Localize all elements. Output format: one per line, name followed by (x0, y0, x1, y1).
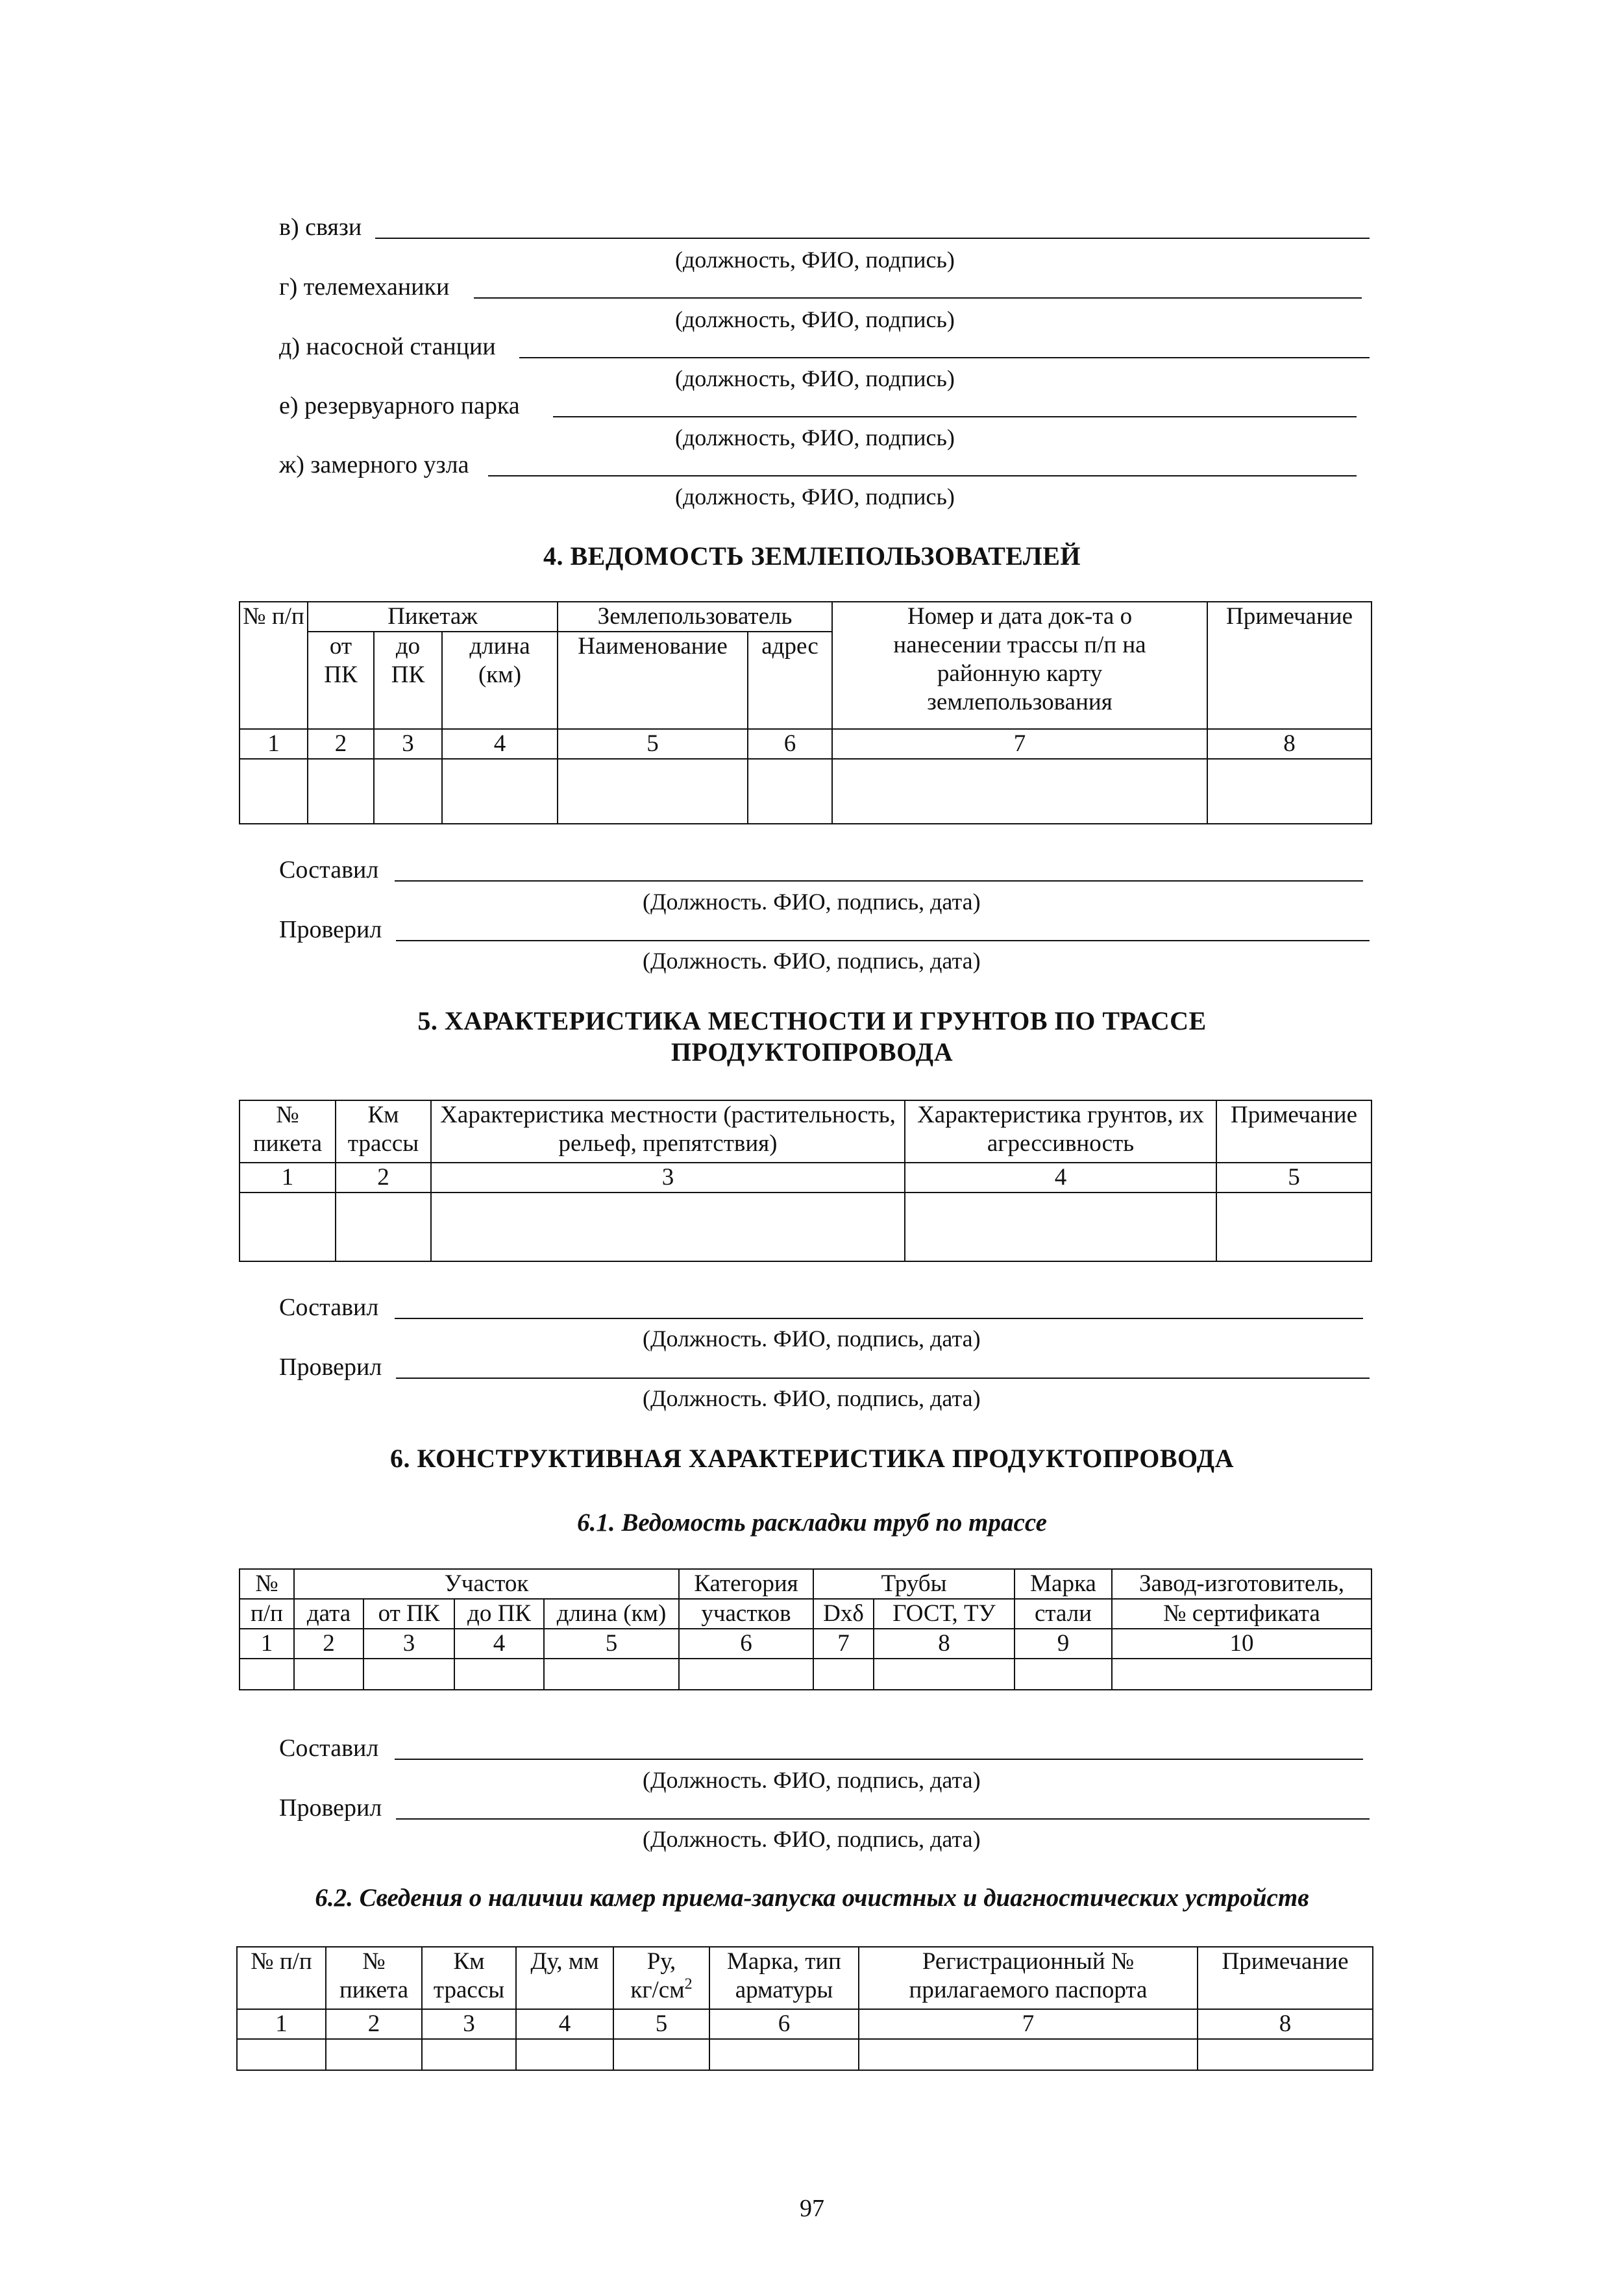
section5-title: 5. ХАРАКТЕРИСТИКА МЕСТНОСТИ И ГРУНТОВ ПО ТРАССЕ (417, 1006, 1207, 1035)
column-number: 6 (679, 1629, 813, 1659)
column-number: 8 (1207, 729, 1372, 759)
table-cell[interactable] (1207, 759, 1372, 824)
table-cell[interactable] (374, 759, 442, 824)
column-number: 7 (832, 729, 1207, 759)
col-header-marka-armatury: Марка, тип арматуры (709, 1947, 859, 2009)
column-number: 3 (422, 2009, 516, 2039)
column-number: 1 (237, 2009, 326, 2039)
table-row (237, 2039, 1373, 2070)
table-cell[interactable] (422, 2039, 516, 2070)
col-header-zavod: Завод-изготовитель, (1112, 1569, 1372, 1599)
table-cell[interactable] (442, 759, 558, 824)
signline-rule[interactable] (553, 416, 1357, 417)
table-cell[interactable] (240, 759, 308, 824)
signline-label: в) связи (279, 214, 362, 241)
table-cell[interactable] (336, 1193, 431, 1261)
signline-proveril (279, 918, 1370, 944)
col-header-piketazh: Пикетаж (308, 602, 558, 632)
table-cell[interactable] (613, 2039, 709, 2070)
col-header-km-trassy: Км трассы (336, 1100, 431, 1163)
table-row (240, 1193, 1372, 1261)
col-header-primechanie: Примечание (1198, 1947, 1373, 2009)
ru-unit-exponent: 2 (684, 1975, 693, 1993)
table-cell[interactable] (874, 1659, 1015, 1690)
col-header-ot-pk: от ПК (363, 1599, 454, 1629)
column-number: 4 (454, 1629, 544, 1659)
col-header-dxd: Dxδ (813, 1599, 874, 1629)
page-number: 97 (800, 2195, 824, 2222)
table-cell[interactable] (240, 1193, 336, 1261)
column-number: 3 (374, 729, 442, 759)
signline-hint: (Должность. ФИО, подпись, дата) (643, 889, 981, 915)
col-header-stali: стали (1015, 1599, 1112, 1629)
section6-2-subtitle: 6.2. Сведения о наличии камер приема-запуска очистных и диагностических устройств (315, 1884, 1309, 1912)
ru-unit (617, 1976, 706, 2005)
column-number-row (240, 729, 1372, 759)
table-cell[interactable] (813, 1659, 874, 1690)
col-header-zemlepolzovatel: Землепользователь (558, 602, 832, 632)
table-cell[interactable] (558, 759, 748, 824)
section4-title: 4. ВЕДОМОСТЬ ЗЕМЛЕПОЛЬЗОВАТЕЛЕЙ (543, 541, 1081, 571)
col-header-dlina: длина (км) (442, 632, 558, 729)
column-number: 5 (544, 1629, 679, 1659)
signline-label: е) резервуарного парка (279, 392, 520, 419)
signline-rule[interactable] (488, 475, 1357, 476)
signline-hint: (Должность. ФИО, подпись, дата) (643, 1767, 981, 1793)
signline-rule[interactable] (395, 880, 1363, 882)
signline-sostavil (279, 1737, 1363, 1762)
signline-proveril (279, 1355, 1370, 1381)
table-cell[interactable] (544, 1659, 679, 1690)
col-header-do-pk: до ПК (374, 632, 442, 729)
table-cell[interactable] (1216, 1193, 1372, 1261)
col-header-no-pp: п/п (240, 1599, 294, 1629)
signline-hint: (Должность. ФИО, подпись, дата) (643, 1326, 981, 1352)
signline-hint: (Должность. ФИО, подпись, дата) (643, 1385, 981, 1411)
signline-sostavil (279, 1296, 1363, 1322)
table-cell[interactable] (709, 2039, 859, 2070)
col-header-marka: Марка (1015, 1569, 1112, 1599)
col-header-uchastkov: участков (679, 1599, 813, 1629)
table-cell[interactable] (308, 759, 374, 824)
col-header-du: Ду, мм (516, 1947, 613, 2009)
column-number: 10 (1112, 1629, 1372, 1659)
section6-1-subtitle: 6.1. Ведомость раскладки труб по трассе (577, 1509, 1047, 1537)
column-number-row (240, 1629, 1372, 1659)
column-number: 7 (813, 1629, 874, 1659)
col-header-do-pk: до ПК (454, 1599, 544, 1629)
col-header-registratsionny-nomer: Регистрационный № прилагаемого паспорта (859, 1947, 1198, 2009)
table-cell[interactable] (454, 1659, 544, 1690)
signline-label: Проверил (279, 1794, 382, 1822)
col-header-no-piketa: № пикета (240, 1100, 336, 1163)
signline-hint: (Должность. ФИО, подпись, дата) (643, 948, 981, 974)
table-cell[interactable] (431, 1193, 905, 1261)
signline-hint: (должность, ФИО, подпись) (675, 365, 955, 391)
col-header-kharakteristika-gruntov: Характеристика грунтов, их агрессивность (905, 1100, 1216, 1163)
table-row (240, 759, 1372, 824)
col-header-ot-pk: от ПК (308, 632, 374, 729)
col-header-nomer-dokumenta: Номер и дата док-та о нанесении трассы п/п на районную карту землепользования (832, 602, 1207, 729)
signline-nasosnoy-stantsii (279, 335, 1370, 361)
signline-label: Составил (279, 1735, 379, 1762)
signline-label: г) телемеханики (279, 273, 450, 301)
signline-rule[interactable] (519, 357, 1370, 358)
col-header-sertifikat: № сертификата (1112, 1599, 1372, 1629)
ru-unit-text: кг/см (630, 1977, 685, 2003)
table-cell[interactable] (240, 1659, 294, 1690)
signline-label: Проверил (279, 916, 382, 943)
signline-hint: (должность, ФИО, подпись) (675, 484, 955, 510)
column-number: 5 (558, 729, 748, 759)
column-number: 2 (294, 1629, 363, 1659)
signline-sostavil (279, 858, 1363, 884)
signline-rule[interactable] (396, 1818, 1370, 1820)
signline-label: Составил (279, 856, 379, 884)
column-number: 1 (240, 1163, 336, 1193)
column-number: 7 (859, 2009, 1198, 2039)
ru-label: Ру, (646, 1948, 676, 1975)
column-number: 3 (363, 1629, 454, 1659)
table-cell[interactable] (748, 759, 832, 824)
col-header-gost-tu: ГОСТ, ТУ (874, 1599, 1015, 1629)
column-number: 2 (308, 729, 374, 759)
signline-hint: (должность, ФИО, подпись) (675, 306, 955, 332)
terrain-table (239, 1100, 1372, 1262)
column-number: 8 (874, 1629, 1015, 1659)
signline-rezervuarnogo-parka (279, 394, 1357, 420)
column-number-row (240, 1163, 1372, 1193)
table-row (240, 1659, 1372, 1690)
col-header-uchastok: Участок (294, 1569, 679, 1599)
signline-rule[interactable] (396, 1378, 1370, 1379)
signline-proveril (279, 1796, 1370, 1822)
col-header-kategoriya: Категория (679, 1569, 813, 1599)
table-cell[interactable] (237, 2039, 326, 2070)
table-cell[interactable] (294, 1659, 363, 1690)
table-cell[interactable] (363, 1659, 454, 1690)
column-number: 3 (431, 1163, 905, 1193)
signline-label: д) насосной станции (279, 333, 496, 360)
signline-rule[interactable] (375, 238, 1370, 239)
column-number: 4 (905, 1163, 1216, 1193)
launch-chambers-table (236, 1946, 1373, 2071)
col-header-primechanie: Примечание (1207, 602, 1372, 729)
col-header-km-trassy: Км трассы (422, 1947, 516, 2009)
signline-rule[interactable] (396, 940, 1370, 941)
table-cell[interactable] (832, 759, 1207, 824)
column-number: 5 (613, 2009, 709, 2039)
col-header-naimenovanie: Наименование (558, 632, 748, 729)
signline-rule[interactable] (474, 297, 1362, 299)
col-header-adres: адрес (748, 632, 832, 729)
column-number: 2 (326, 2009, 422, 2039)
landusers-table (239, 601, 1372, 824)
column-number: 2 (336, 1163, 431, 1193)
col-header-truby: Трубы (813, 1569, 1015, 1599)
column-number: 8 (1198, 2009, 1373, 2039)
column-number: 6 (709, 2009, 859, 2039)
section5-title-line2: ПРОДУКТОПРОВОДА (671, 1037, 953, 1067)
column-number: 6 (748, 729, 832, 759)
signline-zamernogo-uzla (279, 453, 1357, 479)
col-header-kharakteristika-mestnosti: Характеристика местности (растительность, рельеф, препятствия) (431, 1100, 905, 1163)
signline-label: Проверил (279, 1354, 382, 1381)
table-cell[interactable] (1112, 1659, 1372, 1690)
signline-telemekhaniki (279, 275, 1362, 301)
col-header-data: дата (294, 1599, 363, 1629)
signline-hint: (должность, ФИО, подпись) (675, 247, 955, 273)
signline-hint: (Должность. ФИО, подпись, дата) (643, 1826, 981, 1852)
section6-title: 6. КОНСТРУКТИВНАЯ ХАРАКТЕРИСТИКА ПРОДУКТОПРОВОДА (389, 1444, 1235, 1473)
col-header-primechanie: Примечание (1216, 1100, 1372, 1163)
table-cell[interactable] (326, 2039, 422, 2070)
signline-hint: (должность, ФИО, подпись) (675, 425, 955, 451)
col-header-dlina: длина (км) (544, 1599, 679, 1629)
table-cell[interactable] (859, 2039, 1198, 2070)
column-number: 9 (1015, 1629, 1112, 1659)
col-header-no-piketa: № пикета (326, 1947, 422, 2009)
pipe-layout-table (239, 1568, 1372, 1690)
signline-rule[interactable] (395, 1759, 1363, 1760)
col-header-no-pp: № п/п (237, 1947, 326, 2009)
table-cell[interactable] (1015, 1659, 1112, 1690)
col-header-ru (613, 1947, 709, 2009)
signline-svyazi (279, 216, 1370, 241)
col-header-no: № п/п (240, 602, 308, 729)
column-number: 1 (240, 1629, 294, 1659)
column-number-row (237, 2009, 1373, 2039)
table-cell[interactable] (1198, 2039, 1373, 2070)
column-number: 5 (1216, 1163, 1372, 1193)
col-header-no: № (240, 1569, 294, 1599)
column-number: 4 (516, 2009, 613, 2039)
signline-rule[interactable] (395, 1318, 1363, 1319)
table-cell[interactable] (516, 2039, 613, 2070)
signline-label: Составил (279, 1294, 379, 1321)
column-number: 4 (442, 729, 558, 759)
table-cell[interactable] (679, 1659, 813, 1690)
table-cell[interactable] (905, 1193, 1216, 1261)
signline-label: ж) замерного узла (279, 451, 469, 478)
column-number: 1 (240, 729, 308, 759)
